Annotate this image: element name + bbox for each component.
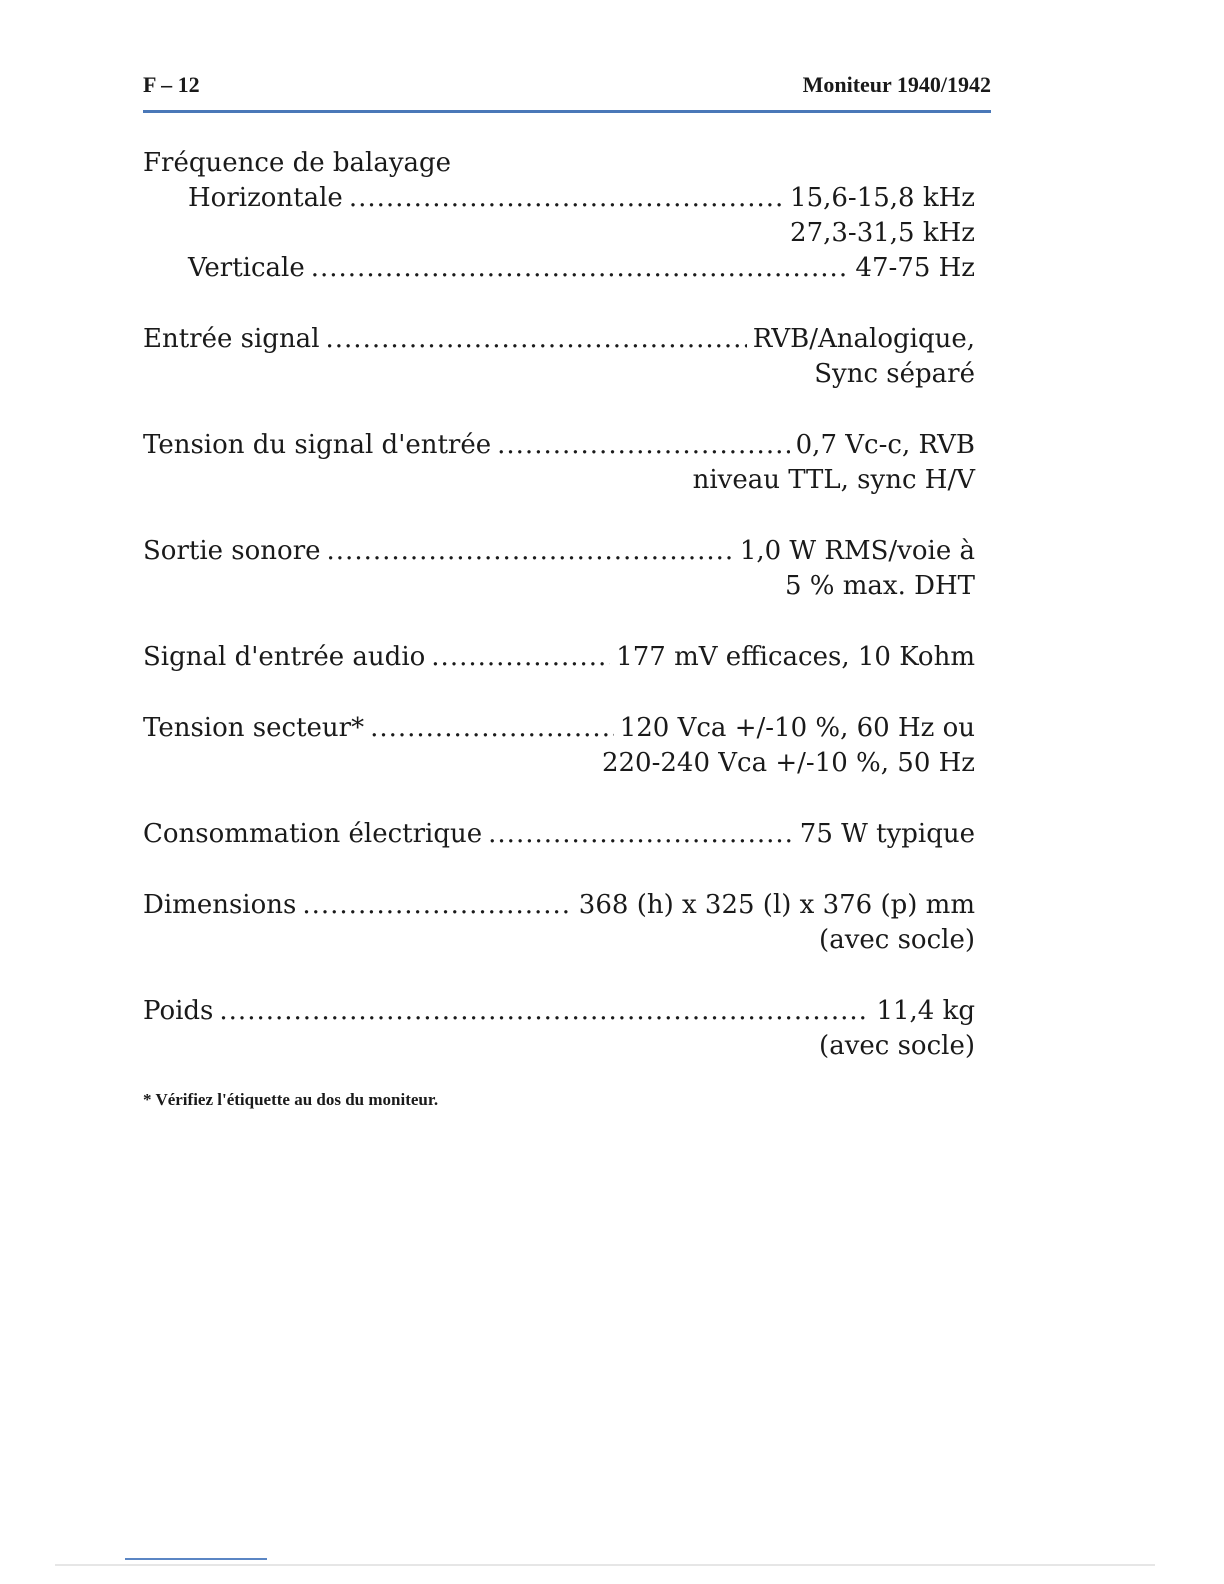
spec-value-continued: (avec socle) xyxy=(819,1031,975,1061)
spec-value: 120 Vca +/-10 %, 60 Hz ou xyxy=(619,713,975,743)
spec-value-continued: niveau TTL, sync H/V xyxy=(692,465,975,495)
spec-label: Entrée signal xyxy=(143,324,320,354)
dot-leader xyxy=(370,711,614,746)
dot-leader xyxy=(311,251,850,286)
bottom-edge-line xyxy=(55,1564,1155,1566)
spec-value: 75 W typique xyxy=(799,819,975,849)
spec-value: 0,7 Vc-c, RVB xyxy=(795,430,975,460)
spec-label: Sortie sonore xyxy=(143,536,321,566)
dot-leader xyxy=(327,534,734,569)
spec-label: Signal d'entrée audio xyxy=(143,642,426,672)
spec-row-signal-input xyxy=(143,322,975,357)
spec-value: RVB/Analogique, xyxy=(752,324,975,354)
spec-value-continued: 220-240 Vca +/-10 %, 50 Hz xyxy=(601,748,975,778)
spec-label: Verticale xyxy=(188,253,305,283)
document-title: Moniteur 1940/1942 xyxy=(802,72,991,97)
dot-leader xyxy=(431,640,610,675)
spec-value: 177 mV efficaces, 10 Kohm xyxy=(616,642,975,672)
spec-value-continued: Sync séparé xyxy=(814,359,975,389)
spec-row-weight xyxy=(143,994,975,1029)
dot-leader xyxy=(302,888,572,923)
spec-row-dimensions xyxy=(143,888,975,923)
spec-label: Consommation électrique xyxy=(143,819,483,849)
spec-label: Tension secteur* xyxy=(143,713,365,743)
dot-leader xyxy=(488,817,794,852)
dot-leader xyxy=(326,322,747,357)
spec-label: Horizontale xyxy=(188,183,343,213)
spec-value-continued: 5 % max. DHT xyxy=(785,571,975,601)
spec-value: 1,0 W RMS/voie à xyxy=(739,536,975,566)
spec-value-continued: (avec socle) xyxy=(819,925,975,955)
spec-label: Dimensions xyxy=(143,890,297,920)
spec-value: 15,6-15,8 kHz xyxy=(790,183,975,213)
spec-row-power xyxy=(143,817,975,852)
dot-leader xyxy=(349,181,784,216)
spec-row-audio-input xyxy=(143,640,975,675)
spec-row-vertical xyxy=(143,251,975,286)
dot-leader xyxy=(219,994,870,1029)
spec-value-continued: 27,3-31,5 kHz xyxy=(790,218,975,248)
spec-value: 11,4 kg xyxy=(876,996,975,1026)
dot-leader xyxy=(497,428,790,463)
footnote: * Vérifiez l'étiquette au dos du moniteur. xyxy=(143,1090,439,1109)
spec-list xyxy=(143,146,975,1064)
bottom-accent-line xyxy=(125,1558,267,1560)
spec-row-sound-output xyxy=(143,534,975,569)
spec-label: Tension du signal d'entrée xyxy=(143,430,492,460)
scan-frequency-title: Fréquence de balayage xyxy=(143,148,452,178)
page-number: F – 12 xyxy=(143,72,200,97)
page-header xyxy=(143,72,991,102)
spec-row-horizontal xyxy=(143,181,975,216)
spec-row-mains-voltage xyxy=(143,711,975,746)
spec-row-input-voltage xyxy=(143,428,975,463)
spec-label: Poids xyxy=(143,996,214,1026)
spec-value: 47-75 Hz xyxy=(855,253,975,283)
header-divider xyxy=(143,110,991,113)
spec-value: 368 (h) x 325 (l) x 376 (p) mm xyxy=(578,890,975,920)
